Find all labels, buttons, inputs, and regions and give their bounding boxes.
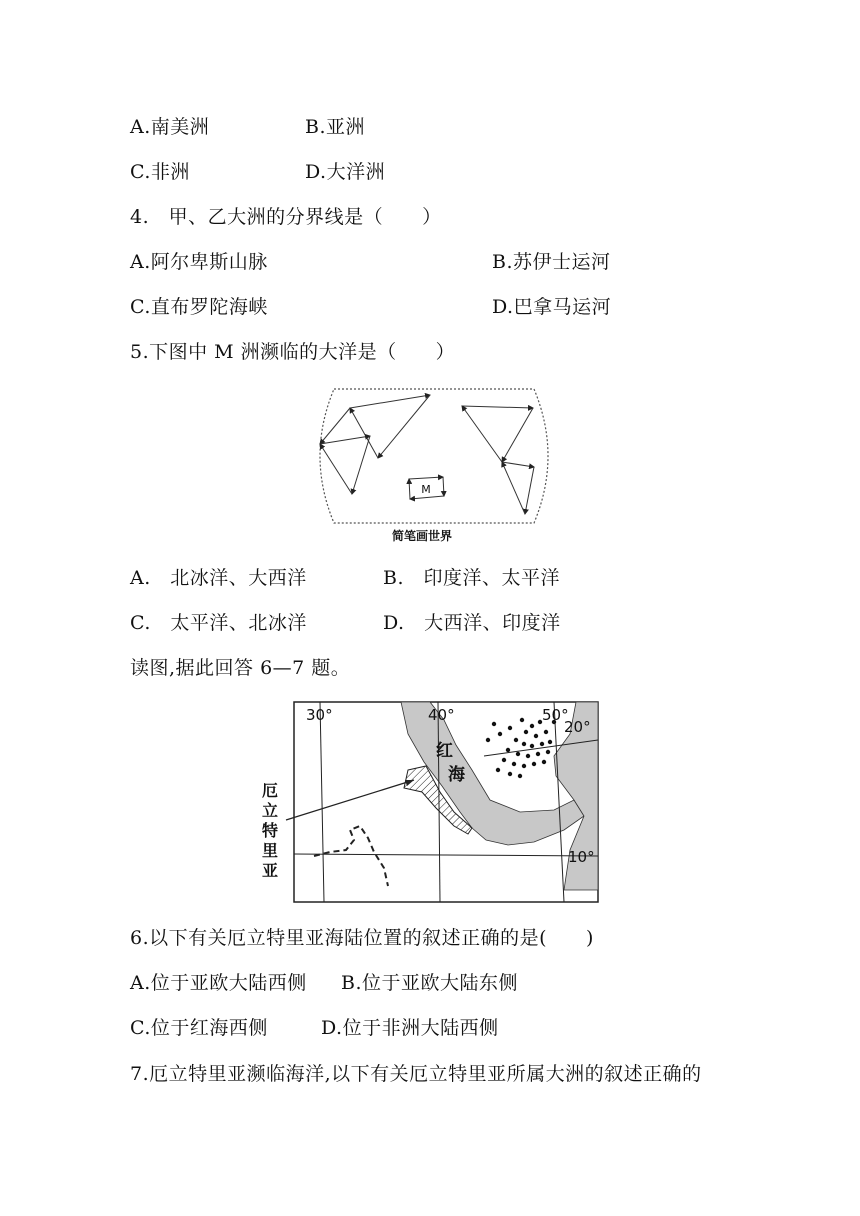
eritrea-char: 特: [261, 821, 279, 840]
lon-40-label: 40°: [428, 706, 455, 724]
q5-option-b: B. 印度洋、太平洋: [383, 567, 561, 589]
lon-30-label: 30°: [306, 706, 333, 724]
q5-option-c: C. 太平洋、北冰洋: [130, 612, 307, 634]
q3-option-d: D.大洋洲: [305, 161, 386, 183]
red-sea-char-2: 海: [448, 765, 465, 785]
lon-50-label: 50°: [542, 706, 569, 724]
q5-option-a: A. 北冰洋、大西洋: [130, 567, 307, 589]
q6-option-b: B.位于亚欧大陆东侧: [341, 972, 519, 994]
eritrea-char: 厄: [261, 781, 279, 800]
eritrea-map: [258, 700, 600, 904]
q5-stem: 5.下图中 M 洲濒临的大洋是（ ）: [130, 341, 456, 363]
lat-10-label: 10°: [568, 848, 595, 866]
q4-option-a: A.阿尔卑斯山脉: [130, 251, 268, 273]
eritrea-map-figure: [258, 700, 600, 904]
q6-stem: 6.以下有关厄立特里亚海陆位置的叙述正确的是( ): [130, 927, 594, 949]
q3-option-c: C.非洲: [130, 161, 190, 183]
q6-option-d: D.位于非洲大陆西侧: [321, 1017, 499, 1039]
eritrea-label: [262, 781, 278, 880]
q4-stem: 4. 甲、乙大洲的分界线是（ ）: [130, 206, 442, 228]
m-label: M: [421, 483, 431, 496]
map-frame: [320, 389, 548, 523]
right-continents: [462, 406, 534, 514]
q4-option-d: D.巴拿马运河: [492, 296, 612, 318]
sketch-world-map: [312, 386, 556, 548]
q4-option-c: C.直布罗陀海峡: [130, 296, 268, 318]
sketch-world-figure: [312, 386, 556, 548]
red-sea-char-1: 红: [436, 741, 453, 761]
sketch-world-caption: 简笔画世界: [392, 529, 453, 543]
q7-stem: 7.厄立特里亚濒临海洋,以下有关厄立特里亚所属大洲的叙述正确的: [130, 1063, 702, 1085]
q3-option-b: B.亚洲: [305, 116, 366, 138]
q6-option-a: A.位于亚欧大陆西侧: [130, 972, 307, 994]
eritrea-char: 亚: [261, 861, 279, 880]
q3-option-a: A.南美洲: [130, 116, 210, 138]
q4-option-b: B.苏伊士运河: [492, 251, 611, 273]
intro-6-7: 读图,据此回答 6—7 题。: [130, 657, 351, 679]
q5-option-d: D. 大西洋、印度洋: [383, 612, 561, 634]
q6-option-c: C.位于红海西侧: [130, 1017, 268, 1039]
lat-20-label: 20°: [564, 718, 591, 736]
eritrea-char: 里: [261, 841, 279, 860]
eritrea-char: 立: [261, 801, 279, 820]
